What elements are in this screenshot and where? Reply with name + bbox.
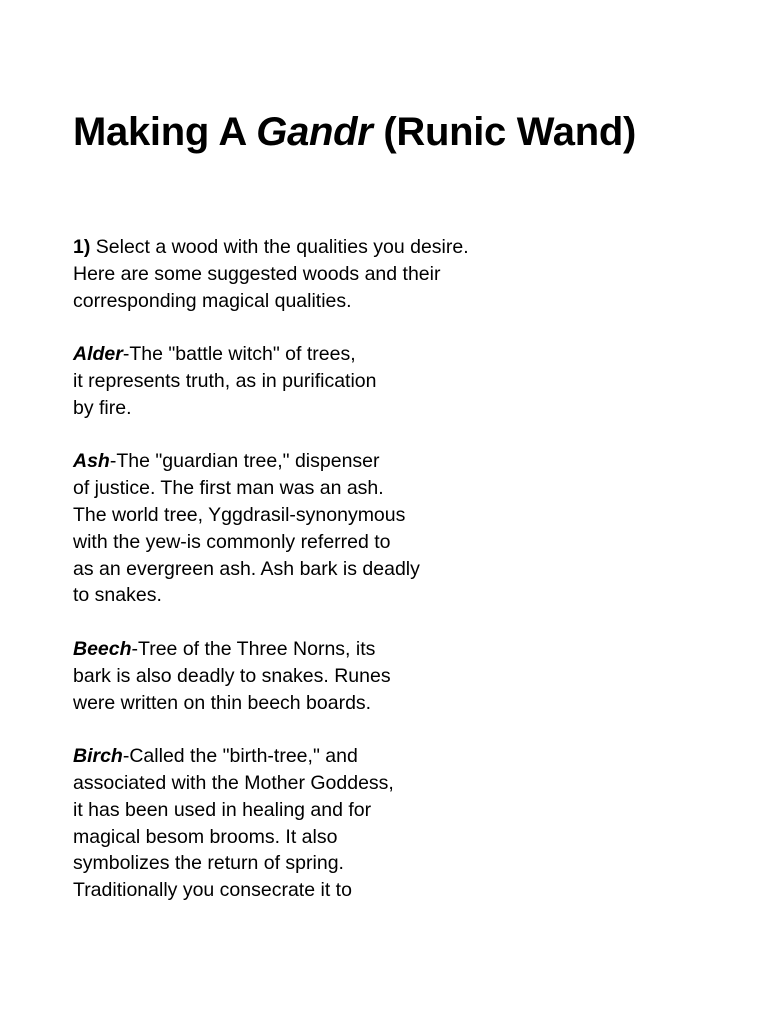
wood-name: Alder <box>73 343 123 366</box>
paragraph-line: The world tree, Yggdrasil-synonymous <box>73 503 406 526</box>
paragraph-line: with the yew-is commonly referred to <box>73 530 391 553</box>
wood-description: -Called the "birth-tree," and <box>122 745 358 768</box>
wood-name: Birch <box>73 745 123 768</box>
paragraph-line <box>73 234 693 261</box>
paragraph-line: of justice. The first man was an ash. <box>73 477 384 500</box>
wood-description: -Tree of the Three Norns, its <box>131 637 376 660</box>
paragraph-line <box>73 636 693 663</box>
paragraph-line: were written on thin beech boards. <box>73 691 372 714</box>
paragraph-line: corresponding magical qualities. <box>73 289 352 312</box>
step-text: Select a wood with the qualities you desire. <box>90 236 469 258</box>
wood-entry-beech <box>73 636 693 716</box>
wood-description: -The "battle witch" of trees, <box>122 343 356 366</box>
paragraph-line: magical besom brooms. It also <box>73 825 338 848</box>
wood-description: -The "guardian tree," dispenser <box>109 450 380 473</box>
paragraph-line <box>73 448 693 475</box>
paragraph-line: to snakes. <box>73 584 162 607</box>
title-suffix: (Runic Wand) <box>372 110 637 154</box>
document-body <box>73 234 693 931</box>
paragraph-line: associated with the Mother Goddess, <box>73 771 394 794</box>
wood-name: Ash <box>73 450 110 473</box>
page-title <box>73 106 636 158</box>
step-number: 1) <box>73 236 91 258</box>
paragraph-line: Here are some suggested woods and their <box>73 262 441 285</box>
paragraph-line <box>73 743 693 770</box>
paragraph-line <box>73 341 693 368</box>
paragraph-line: by fire. <box>73 396 132 419</box>
paragraph-line: it represents truth, as in purification <box>73 369 377 392</box>
title-emphasis: Gandr <box>256 110 373 154</box>
wood-entry-ash <box>73 448 693 609</box>
step-1-paragraph <box>73 234 693 314</box>
wood-name: Beech <box>73 637 132 660</box>
wood-entry-alder <box>73 341 693 421</box>
title-prefix: Making A <box>73 110 257 154</box>
paragraph-line: it has been used in healing and for <box>73 798 372 821</box>
paragraph-line: Traditionally you consecrate it to <box>73 879 352 902</box>
paragraph-line: as an evergreen ash. Ash bark is deadly <box>73 557 420 580</box>
paragraph-line: symbolizes the return of spring. <box>73 852 344 875</box>
paragraph-line: bark is also deadly to snakes. Runes <box>73 664 391 687</box>
wood-entry-birch <box>73 743 693 904</box>
